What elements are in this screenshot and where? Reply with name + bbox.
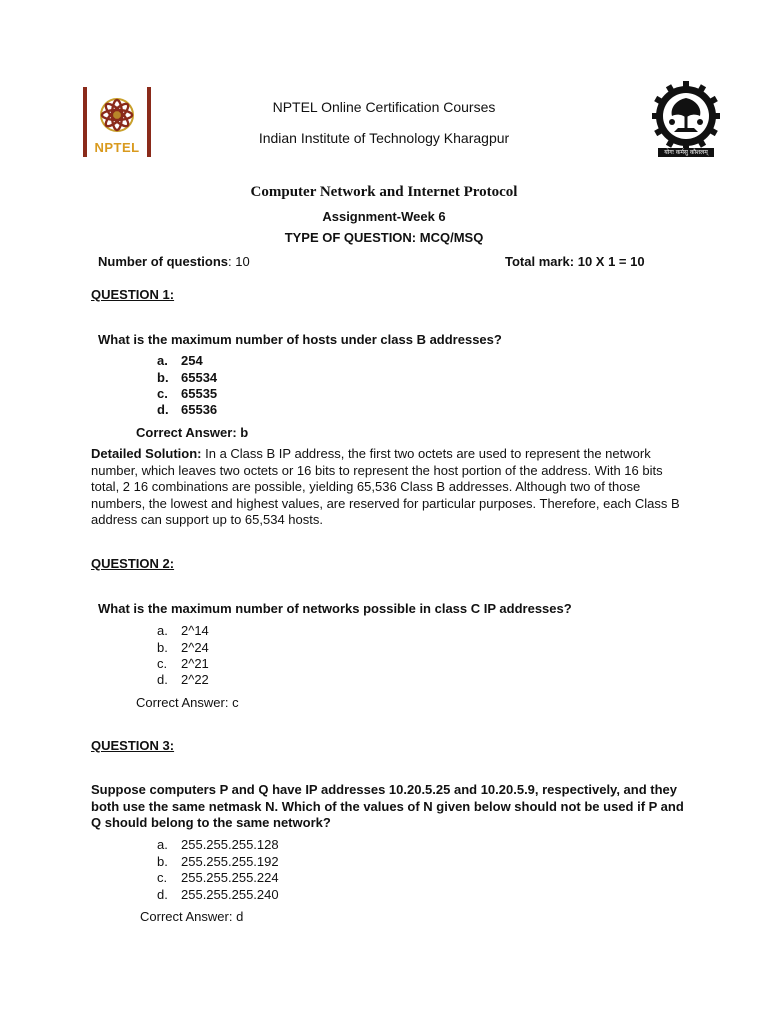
q1-option-d <box>157 402 217 417</box>
question-1-answer: Correct Answer: b <box>136 425 249 440</box>
q3-option-a <box>157 837 279 852</box>
solution-text: In a Class B IP address, the first two octets are used to represent the network number, which leaves two octets or 16 bits to represent the host portion of the address. With 16 bits total, 2 16 combinations are possible, yielding 65,536 Class B addresses. Although two of those numbers, the lowest and highest values, are reserved for particular purposes. Therefore, each Class B address can support up to 65,534 hosts. <box>91 446 680 528</box>
number-of-questions-value: : 10 <box>228 254 250 269</box>
q1-option-c-text: 65535 <box>181 386 218 401</box>
q2-option-b-letter: b. <box>157 640 168 655</box>
nptel-logo <box>83 87 151 157</box>
q2-option-c <box>157 656 209 671</box>
q2-option-b-text: 2^24 <box>181 640 209 655</box>
q1-option-d-text: 65536 <box>181 402 218 417</box>
q3-option-d <box>157 887 279 902</box>
q1-option-d-letter: d. <box>157 402 169 417</box>
question-3-title: QUESTION 3: <box>91 738 175 753</box>
q1-option-b-text: 65534 <box>181 370 218 385</box>
q1-option-c-letter: c. <box>157 386 168 401</box>
q1-option-c <box>157 386 217 401</box>
number-of-questions <box>98 254 250 269</box>
iit-kharagpur-logo <box>652 80 720 160</box>
question-type: TYPE OF QUESTION: MCQ/MSQ <box>284 230 484 245</box>
solution-label: Detailed Solution: <box>91 446 202 461</box>
q3-option-a-text: 255.255.255.128 <box>181 837 279 852</box>
q3-option-c-text: 255.255.255.224 <box>181 870 279 885</box>
q2-option-d <box>157 672 209 687</box>
assignment-title: Assignment-Week 6 <box>322 209 446 224</box>
q1-option-a <box>157 353 203 368</box>
q3-option-d-letter: d. <box>157 887 168 902</box>
q1-option-a-letter: a. <box>157 353 168 368</box>
iit-motto: योगः कर्मसु कौशलम् <box>664 149 708 156</box>
q2-option-d-letter: d. <box>157 672 168 687</box>
q2-option-c-text: 2^21 <box>181 656 209 671</box>
number-of-questions-label: Number of questions <box>98 254 229 269</box>
q3-option-b-text: 255.255.255.192 <box>181 854 279 869</box>
header-line-2: Indian Institute of Technology Kharagpur <box>258 130 510 146</box>
q2-option-d-text: 2^22 <box>181 672 209 687</box>
q3-option-a-letter: a. <box>157 837 168 852</box>
q2-option-a <box>157 623 209 638</box>
question-1-text: What is the maximum number of hosts under class B addresses? <box>98 332 502 347</box>
course-title: Computer Network and Internet Protocol <box>250 184 518 200</box>
q3-option-c <box>157 870 279 885</box>
question-1-solution <box>91 446 691 529</box>
question-2-answer: Correct Answer: c <box>136 695 239 710</box>
question-3-text: Suppose computers P and Q have IP addresses 10.20.5.25 and 10.20.5.9, respectively, and they both use the same netmask N. Which of the values of N given below should not be used if P and Q should belong to the same network? <box>91 782 684 830</box>
q2-option-c-letter: c. <box>157 656 168 671</box>
q3-option-c-letter: c. <box>157 870 168 885</box>
header-line-1: NPTEL Online Certification Courses <box>272 99 496 115</box>
q1-option-b-letter: b. <box>157 370 169 385</box>
q3-option-b <box>157 854 279 869</box>
q3-option-d-text: 255.255.255.240 <box>181 887 279 902</box>
q2-option-b <box>157 640 209 655</box>
question-2-title: QUESTION 2: <box>91 556 175 571</box>
q1-option-a-text: 254 <box>181 353 203 368</box>
q2-option-a-text: 2^14 <box>181 623 209 638</box>
q2-option-a-letter: a. <box>157 623 168 638</box>
question-3-answer: Correct Answer: d <box>140 909 244 924</box>
q3-option-b-letter: b. <box>157 854 168 869</box>
question-2-text: What is the maximum number of networks possible in class C IP addresses? <box>98 601 572 616</box>
q1-option-b <box>157 370 217 385</box>
nptel-logo-text: NPTEL <box>94 140 140 155</box>
total-mark: Total mark: 10 X 1 = 10 <box>505 254 645 269</box>
question-1-title: QUESTION 1: <box>91 287 175 302</box>
